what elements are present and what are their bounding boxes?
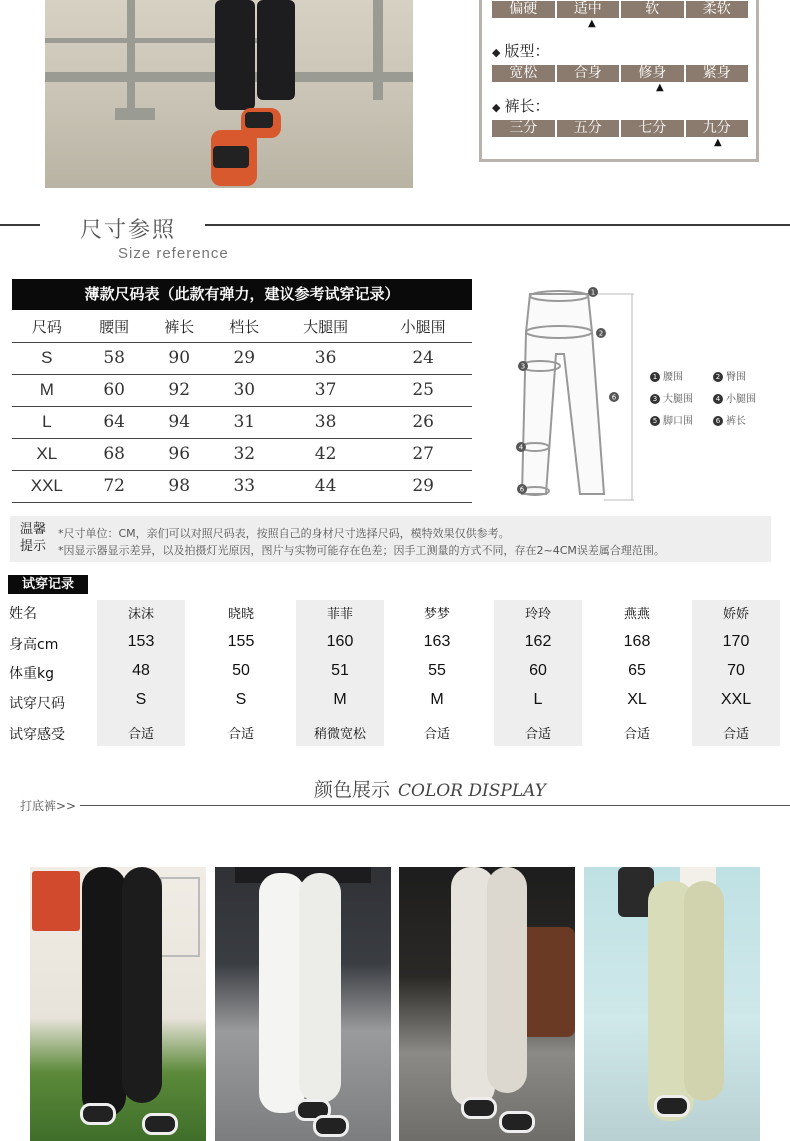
column-header: 大腿围	[277, 312, 375, 342]
tryon-feel: 合适	[127, 727, 154, 742]
tryon-name: 玲玲	[524, 607, 551, 622]
tryon-height: 168	[623, 633, 651, 650]
meter-option: 五分	[557, 120, 622, 137]
row-label: 试穿感受	[9, 727, 65, 743]
row-label: 姓名	[9, 606, 37, 622]
table-header-row	[12, 312, 472, 342]
table-cell: 58	[82, 342, 147, 374]
table-cell: 90	[147, 342, 212, 374]
size-reference-subtitle: Size reference	[118, 245, 229, 262]
column-header: 尺码	[12, 312, 82, 342]
meter-option: 紧身	[702, 65, 731, 81]
legend-item: 2 臀围	[713, 368, 746, 383]
meter-option: 适中	[557, 1, 622, 18]
tryon-weight: 60	[529, 662, 547, 679]
tryon-size: XXL	[720, 691, 752, 708]
top-product-photo	[45, 0, 413, 188]
tryon-feel: 合适	[722, 727, 749, 742]
size-cell: XXL	[12, 470, 82, 502]
diamond-bullet-icon: ◆	[492, 46, 501, 59]
softness-meter	[492, 1, 748, 18]
tryon-weight: 48	[132, 662, 150, 679]
size-cell: M	[12, 374, 82, 406]
color-photo-white	[215, 867, 391, 1141]
tryon-size: S	[135, 691, 147, 708]
tryon-feel: 合适	[423, 727, 450, 742]
length-meter	[492, 120, 748, 137]
row-label: 试穿尺码	[9, 696, 65, 712]
size-table	[12, 312, 472, 503]
size-cell: S	[12, 342, 82, 374]
divider	[205, 224, 790, 226]
tryon-height: 163	[423, 633, 451, 650]
row-label: 身高cm	[9, 637, 59, 653]
size-cell: XL	[12, 438, 82, 470]
color-photo-beige	[584, 867, 760, 1141]
table-cell: 92	[147, 374, 212, 406]
color-display-title: 颜色展示 COLOR DISPLAY	[314, 779, 546, 801]
section-tag: 打底裤>>	[20, 799, 77, 813]
legend-item: 1 腰围	[650, 368, 683, 383]
size-reference-title: 尺寸参照	[80, 218, 177, 243]
table-cell: 30	[212, 374, 277, 406]
table-cell: 27	[374, 438, 472, 470]
diagram-marker: 1	[590, 288, 596, 297]
table-row	[12, 406, 472, 438]
row-label: 体重kg	[9, 666, 54, 682]
tryon-record-tag: 试穿记录	[8, 575, 88, 594]
tryon-feel: 稍微宽松	[313, 727, 366, 742]
color-photo-black	[30, 867, 206, 1141]
meter-marker: ▲	[588, 18, 596, 29]
tryon-size: M	[333, 691, 347, 708]
tryon-weight: 70	[727, 662, 745, 679]
legend-item: 4 小腿围	[713, 390, 756, 405]
meter-option: 软	[621, 1, 686, 18]
table-cell: 29	[374, 470, 472, 502]
tryon-height: 170	[722, 633, 750, 650]
meter-option: 三分	[492, 120, 557, 137]
size-cell: L	[12, 406, 82, 438]
table-cell: 72	[82, 470, 147, 502]
table-cell: 32	[212, 438, 277, 470]
tryon-weight: 50	[232, 662, 250, 679]
table-cell: 60	[82, 374, 147, 406]
fit-meter	[492, 65, 748, 82]
table-cell: 64	[82, 406, 147, 438]
tryon-name: 燕燕	[623, 607, 650, 622]
tryon-feel: 合适	[227, 727, 254, 742]
tryon-height: 155	[227, 633, 255, 650]
diamond-bullet-icon: ◆	[492, 101, 501, 114]
tryon-size: M	[430, 691, 444, 708]
table-row	[12, 342, 472, 374]
size-table-heading: 薄款尺码表（此款有弹力，建议参考试穿记录）	[12, 279, 472, 310]
table-cell: 29	[212, 342, 277, 374]
fit-label: ◆ 版型：	[492, 42, 550, 60]
table-cell: 31	[212, 406, 277, 438]
notice-box	[10, 516, 771, 562]
notice-line: *因显示器显示差异，以及拍摄灯光原因，图片与实物可能存在色差；因手工测量的方式不同，存在2~4CM误差属合理范围。	[58, 544, 665, 557]
meter-option: 九分	[702, 120, 731, 136]
column-header: 小腿围	[374, 312, 472, 342]
meter-option: 宽松	[492, 65, 557, 82]
table-cell: 24	[374, 342, 472, 374]
table-cell: 38	[277, 406, 375, 438]
tryon-size: L	[533, 691, 543, 708]
table-row	[12, 438, 472, 470]
fit-meter-box	[479, 0, 759, 162]
meter-option: 七分	[621, 120, 686, 137]
diagram-marker: 3	[520, 362, 526, 371]
tryon-size: S	[235, 691, 247, 708]
tryon-feel: 合适	[623, 727, 650, 742]
notice-line: *尺寸单位：CM，亲们可以对照尺码表，按照自己的身材尺寸选择尺码，模特效果仅供参考。	[58, 527, 510, 540]
table-cell: 44	[277, 470, 375, 502]
meter-marker: ▲	[656, 82, 664, 93]
table-cell: 26	[374, 406, 472, 438]
diagram-marker: 6	[519, 485, 525, 494]
tryon-height: 160	[326, 633, 354, 650]
table-cell: 37	[277, 374, 375, 406]
meter-option: 偏硬	[492, 1, 557, 18]
meter-option: 合身	[557, 65, 622, 82]
tryon-weight: 51	[331, 662, 349, 679]
table-cell: 68	[82, 438, 147, 470]
tryon-height: 162	[524, 633, 552, 650]
meter-option: 修身	[621, 65, 686, 82]
diagram-marker: 2	[598, 329, 604, 338]
tryon-weight: 65	[628, 662, 646, 679]
table-cell: 94	[147, 406, 212, 438]
column-header: 腰围	[82, 312, 147, 342]
diagram-marker: 6	[611, 393, 617, 402]
tryon-name: 娇娇	[722, 607, 749, 622]
tryon-name: 菲菲	[326, 607, 353, 622]
table-cell: 98	[147, 470, 212, 502]
column-header: 档长	[212, 312, 277, 342]
table-row	[12, 374, 472, 406]
table-cell: 25	[374, 374, 472, 406]
legend-item: 5 脚口围	[650, 412, 693, 427]
table-row	[12, 470, 472, 502]
tryon-weight: 55	[428, 662, 446, 679]
diagram-marker: 4	[518, 443, 524, 452]
meter-marker: ▲	[714, 137, 722, 148]
tryon-feel: 合适	[524, 727, 551, 742]
notice-label: 温馨提示	[20, 522, 47, 554]
tryon-name: 梦梦	[423, 607, 450, 622]
tryon-name: 沫沫	[127, 607, 154, 622]
table-cell: 33	[212, 470, 277, 502]
table-cell: 36	[277, 342, 375, 374]
tryon-height: 153	[127, 633, 155, 650]
legend-item: 3 大腿围	[650, 390, 693, 405]
tryon-name: 晓晓	[227, 607, 254, 622]
tryon-size: XL	[627, 691, 647, 708]
color-photo-grey	[399, 867, 575, 1141]
divider	[80, 805, 790, 806]
divider	[0, 224, 40, 226]
pants-measurement-diagram	[508, 284, 638, 506]
meter-option: 柔软	[702, 1, 731, 17]
column-header: 裤长	[147, 312, 212, 342]
legend-item: 6 裤长	[713, 412, 746, 427]
table-cell: 96	[147, 438, 212, 470]
length-label: ◆ 裤长：	[492, 97, 550, 115]
table-cell: 42	[277, 438, 375, 470]
